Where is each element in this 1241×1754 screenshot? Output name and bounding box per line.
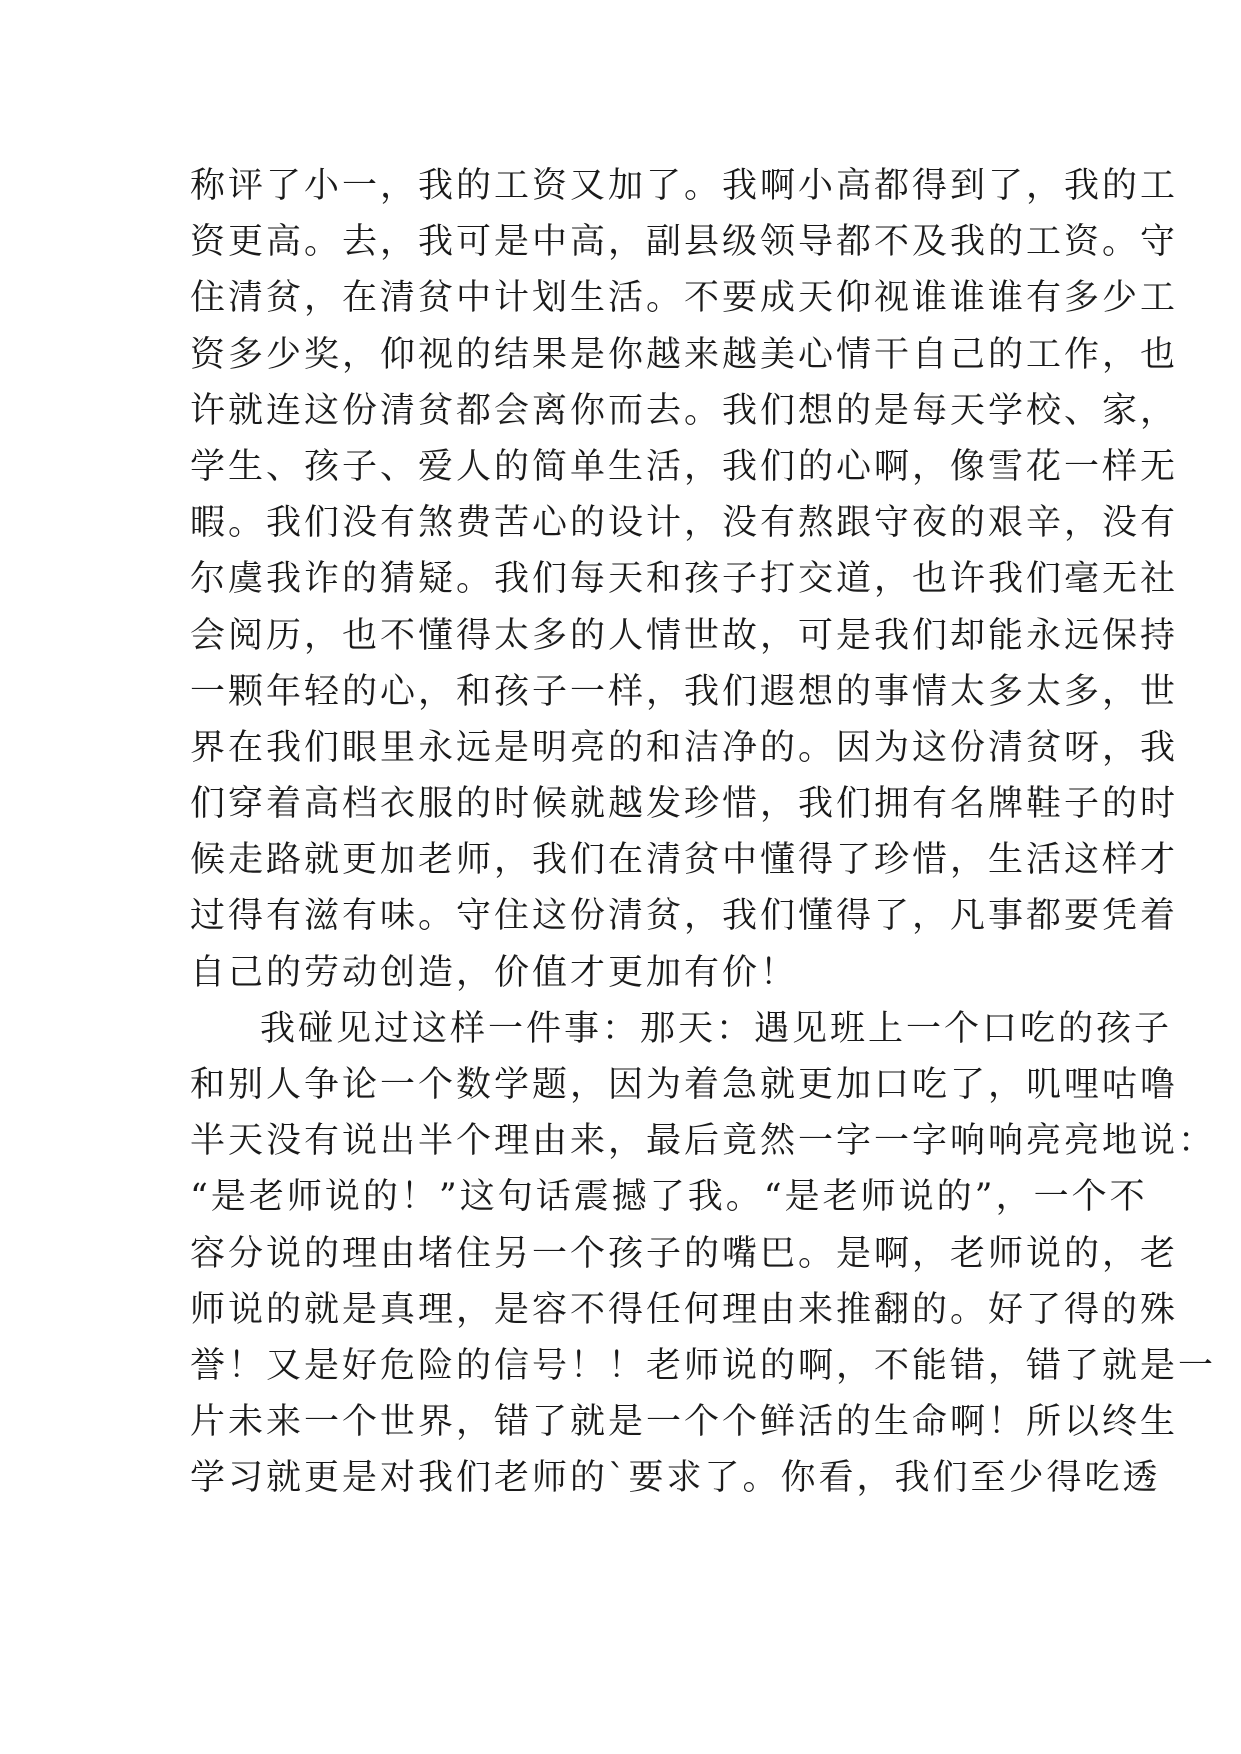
text-line: 半天没有说出半个理由来，最后竟然一字一字响响亮亮地说：	[190, 1121, 1217, 1162]
text-line: “是老师说的！”这句话震撼了我。“是老师说的”，一个不	[190, 1177, 1148, 1218]
paragraph-start-line: 我碰见过这样一件事：那天：遇见班上一个口吃的孩子	[260, 1008, 1173, 1049]
text-line: 容分说的理由堵住另一个孩子的嘴巴。是啊，老师说的，老	[190, 1233, 1179, 1274]
text-line: 会阅历，也不懂得太多的人情世故，可是我们却能永远保持	[190, 615, 1179, 656]
text-line: 师说的就是真理，是容不得任何理由来推翻的。好了得的殊	[190, 1289, 1179, 1330]
text-line: 住清贫，在清贫中计划生活。不要成天仰视谁谁谁有多少工	[190, 278, 1179, 319]
text-line: 候走路就更加老师，我们在清贫中懂得了珍惜，生活这样才	[190, 840, 1179, 881]
text-line: 和别人争论一个数学题，因为着急就更加口吃了，叽哩咕噜	[190, 1065, 1179, 1105]
text-line: 们穿着高档衣服的时候就越发珍惜，我们拥有名牌鞋子的时	[190, 784, 1179, 825]
document-body	[190, 158, 1217, 1507]
text-line: 暇。我们没有煞费苦心的设计，没有熬跟守夜的艰辛，没有	[190, 503, 1179, 544]
text-line: 资多少奖，仰视的结果是你越来越美心情干自己的工作，也	[190, 334, 1179, 375]
text-line: 一颗年轻的心，和孩子一样，我们遐想的事情太多太多，世	[190, 671, 1179, 712]
text-line: 许就连这份清贫都会离你而去。我们想的是每天学校、家，	[190, 390, 1179, 431]
text-line: 誉！又是好危险的信号！！老师说的啊，不能错，错了就是一	[190, 1345, 1217, 1386]
text-line: 界在我们眼里永远是明亮的和洁净的。因为这份清贫呀，我	[190, 727, 1179, 768]
text-line: 过得有滋有味。守住这份清贫，我们懂得了，凡事都要凭着	[190, 896, 1179, 937]
text-line: 自己的劳动创造，价值才更加有价！	[190, 952, 799, 993]
text-line: 尔虞我诈的猜疑。我们每天和孩子打交道，也许我们毫无社	[190, 559, 1179, 600]
text-line: 称评了小一，我的工资又加了。我啊小高都得到了，我的工	[190, 166, 1179, 206]
text-line: 学生、孩子、爱人的简单生活，我们的心啊，像雪花一样无	[190, 446, 1179, 487]
text-line: 片未来一个世界，错了就是一个个鲜活的生命啊！所以终生	[190, 1402, 1179, 1443]
text-line: 学习就更是对我们老师的`要求了。你看，我们至少得吃透	[190, 1458, 1161, 1499]
text-line: 资更高。去，我可是中高，副县级领导都不及我的工资。守	[190, 222, 1179, 263]
